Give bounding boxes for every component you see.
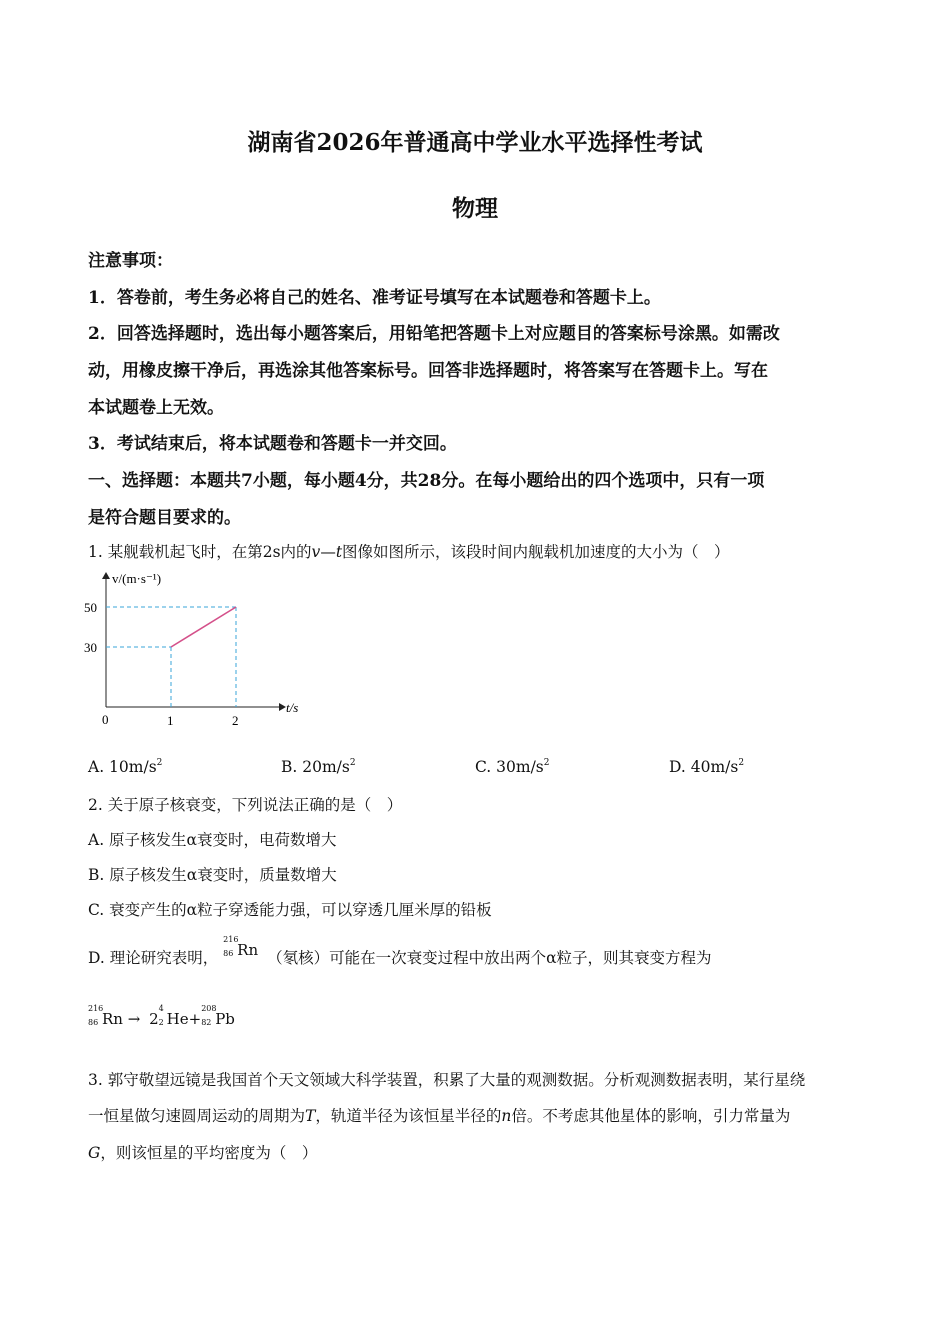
element-symbol: Rn	[102, 1010, 123, 1028]
q3-text: ，则该恒星的平均密度为（ ）	[100, 1144, 318, 1162]
q1-option-c[interactable]	[475, 758, 550, 776]
mass-number: 216	[88, 1004, 104, 1013]
q1-dash: —	[320, 543, 336, 561]
note-item-2-line-1: 2．回答选择题时，选出每小题答案后，用铅笔把答题卡上对应题目的答案标号涂黑。如需改	[88, 324, 780, 344]
y-tick-label: 50	[84, 600, 97, 615]
radon-nuclide	[223, 935, 259, 959]
mass-number: 208	[201, 1004, 217, 1013]
origin-label: 0	[102, 712, 109, 727]
q1-option-a-text: A. 10m/s	[88, 758, 157, 776]
vt-chart	[80, 565, 320, 735]
q1-option-d[interactable]	[669, 758, 744, 776]
exponent: 2	[156, 758, 163, 768]
exponent: 2	[543, 758, 550, 768]
q2-option-d-text: D. 理论研究表明，	[88, 949, 219, 967]
exam-title: 湖南省2026年普通高中学业水平选择性考试	[247, 129, 703, 156]
notes-heading: 注意事项：	[88, 251, 173, 271]
q2-option-b[interactable]: B. 原子核发生α衰变时，质量数增大	[88, 866, 337, 884]
section-heading-line-2: 是符合题目要求的。	[88, 508, 241, 528]
plus: +	[188, 1010, 202, 1028]
question-3-line-2	[88, 1104, 790, 1126]
q1-stem-part: 图像如图所示，该段时间内舰载机加速度的大小为（ ）	[342, 543, 730, 561]
helium-nuclide	[158, 1004, 189, 1028]
arrow: →	[127, 1010, 141, 1028]
q2-option-c[interactable]: C. 衰变产生的α粒子穿透能力强，可以穿透几厘米厚的铅板	[88, 901, 492, 919]
x-tick-label: 2	[232, 713, 239, 728]
radon-nuclide	[88, 1004, 123, 1028]
y-axis-label: v/(m·s⁻¹)	[112, 571, 162, 586]
q2-option-d[interactable]	[88, 935, 712, 968]
subject-title: 物理	[452, 195, 498, 222]
coefficient: 2	[149, 1010, 159, 1028]
element-symbol: He	[166, 1010, 189, 1028]
x-tick-label: 1	[167, 713, 174, 728]
q1-option-c-text: C. 30m/s	[475, 758, 544, 776]
exponent: 2	[349, 758, 356, 768]
q3-text: 一恒星做匀速圆周运动的周期为	[88, 1107, 306, 1125]
section-heading-line-1: 一、选择题：本题共7小题，每小题4分，共28分。在每小题给出的四个选项中，只有一项	[88, 471, 765, 491]
y-tick-label: 30	[84, 640, 97, 655]
atomic-number: 2	[158, 1018, 164, 1027]
atomic-number: 86	[88, 1018, 99, 1027]
q1-v-symbol: v	[311, 543, 321, 561]
element-symbol: Pb	[215, 1010, 235, 1028]
mass-number: 4	[158, 1004, 164, 1013]
mass-number: 216	[223, 935, 239, 944]
q2-option-d-text: （氡核）可能在一次衰变过程中放出两个α粒子，则其衰变方程为	[267, 949, 712, 967]
note-item-1: 1．答卷前，考生务必将自己的姓名、准考证号填写在本试题卷和答题卡上。	[88, 288, 661, 308]
atomic-number: 86	[223, 949, 234, 958]
q2-option-a[interactable]: A. 原子核发生α衰变时，电荷数增大	[88, 831, 337, 849]
q1-option-d-text: D. 40m/s	[669, 758, 739, 776]
element-symbol: Rn	[237, 941, 259, 959]
n-symbol: n	[501, 1107, 512, 1125]
q1-stem-part: 1. 某舰载机起飞时，在第2s内的	[88, 543, 312, 561]
note-item-2-line-3: 本试题卷上无效。	[88, 398, 224, 418]
q3-text: 倍。不考虑其他星体的影响，引力常量为	[511, 1107, 791, 1125]
lead-nuclide	[201, 1004, 235, 1028]
q1-option-a[interactable]	[88, 758, 162, 776]
question-3-line-1: 3. 郭守敬望远镜是我国首个天文领域大科学装置，积累了大量的观测数据。分析观测数据表明，某行星绕	[88, 1071, 806, 1089]
q3-text: ，轨道半径为该恒星半径的	[315, 1107, 502, 1125]
q1-option-b-text: B. 20m/s	[281, 758, 350, 776]
q1-option-b[interactable]	[281, 758, 356, 776]
exponent: 2	[738, 758, 745, 768]
x-axis-label: t/s	[286, 700, 299, 715]
question-2-stem: 2. 关于原子核衰变，下列说法正确的是（ ）	[88, 796, 403, 814]
atomic-number: 82	[201, 1018, 212, 1027]
decay-equation	[88, 1004, 235, 1028]
g-symbol: G	[88, 1144, 101, 1162]
question-3-line-3	[88, 1141, 317, 1163]
q1-t-symbol: t	[335, 543, 343, 561]
velocity-line	[171, 607, 236, 647]
question-1-stem	[88, 540, 730, 562]
period-symbol: T	[305, 1107, 316, 1125]
note-item-3: 3．考试结束后，将本试题卷和答题卡一并交回。	[88, 434, 457, 454]
note-item-2-line-2: 动，用橡皮擦干净后，再选涂其他答案标号。回答非选择题时，将答案写在答题卡上。写在	[88, 361, 768, 381]
